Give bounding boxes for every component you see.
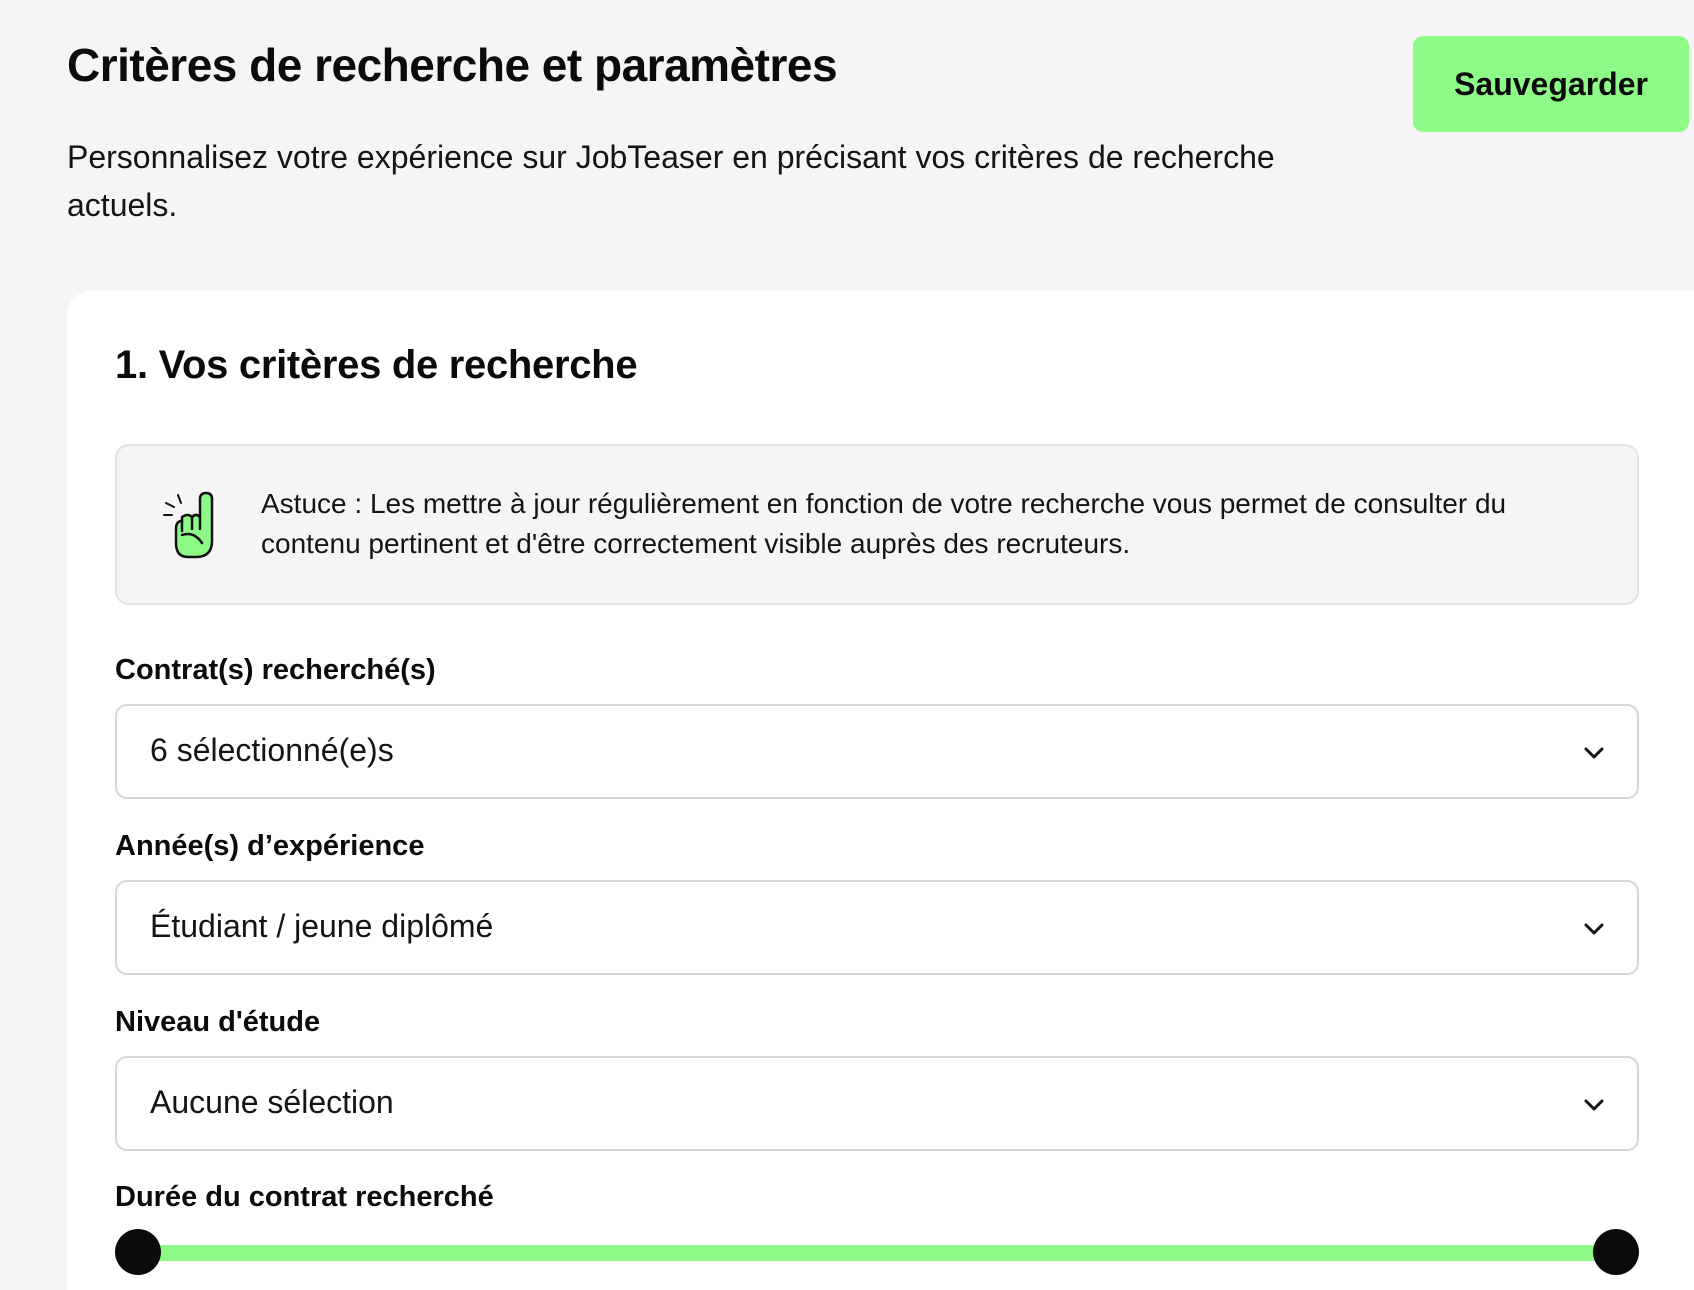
- education-level-value: Aucune sélection: [150, 1084, 394, 1120]
- pointing-hand-icon: [162, 491, 226, 563]
- contract-type-value: 6 sélectionné(e)s: [150, 732, 394, 768]
- search-criteria-card: [67, 291, 1694, 1290]
- education-level-select[interactable]: [115, 1056, 1639, 1151]
- save-button[interactable]: Sauvegarder: [1413, 36, 1689, 132]
- slider-handle-min[interactable]: [115, 1229, 161, 1275]
- page-title: Critères de recherche et paramètres: [67, 39, 838, 91]
- contract-duration-slider[interactable]: [115, 1229, 1639, 1277]
- contract-type-select[interactable]: [115, 704, 1639, 799]
- chevron-down-icon: [1581, 740, 1607, 766]
- experience-label: Année(s) d’expérience: [115, 830, 425, 862]
- section-title: 1. Vos critères de recherche: [115, 343, 638, 387]
- slider-handle-max[interactable]: [1593, 1229, 1639, 1275]
- education-level-label: Niveau d'étude: [115, 1006, 321, 1038]
- chevron-down-icon: [1581, 1092, 1607, 1118]
- page-subtitle: Personnalisez votre expérience sur JobTeaser en précisant vos critères de recherche actuels.: [67, 139, 1275, 223]
- experience-value: Étudiant / jeune diplômé: [150, 908, 494, 944]
- contract-type-label: Contrat(s) recherché(s): [115, 654, 436, 686]
- contract-duration-label: Durée du contrat recherché: [115, 1181, 494, 1213]
- chevron-down-icon: [1581, 916, 1607, 942]
- tip-text: Astuce : Les mettre à jour régulièrement en fonction de votre recherche vous permet de consulter du contenu pertinent et d'être correctement visible auprès des recruteurs.: [261, 488, 1507, 559]
- slider-track[interactable]: [137, 1245, 1617, 1261]
- experience-select[interactable]: [115, 880, 1639, 975]
- tip-box: [115, 444, 1639, 605]
